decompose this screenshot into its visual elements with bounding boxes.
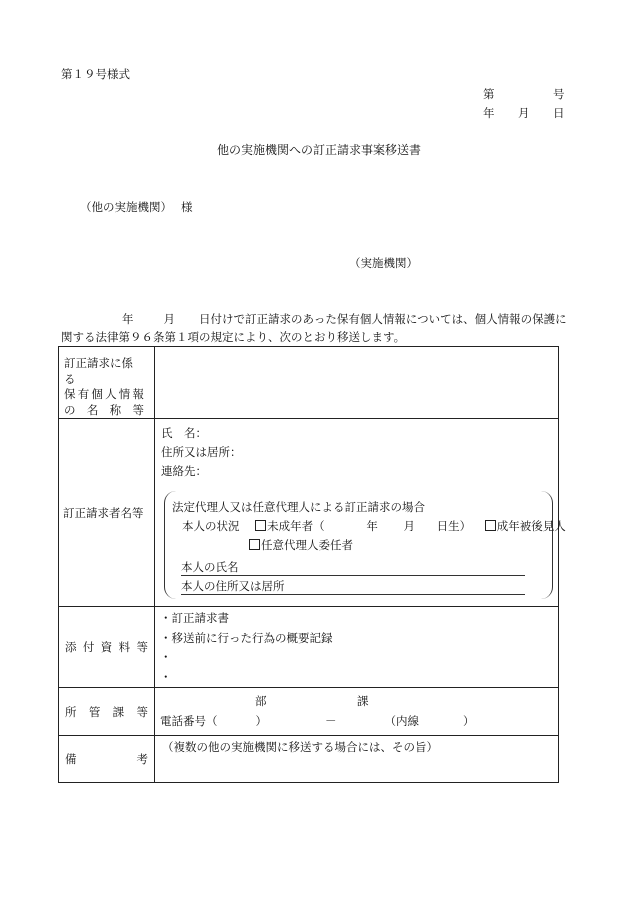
checkbox-voluntary[interactable]: [249, 539, 260, 550]
voluntary-line: 任意代理人委任者: [249, 537, 353, 553]
label-department: 所 管 課 等: [59, 688, 155, 736]
doc-number-prefix: 第: [483, 87, 495, 101]
body-line-1: [122, 311, 567, 327]
value-attachments[interactable]: [155, 607, 559, 688]
requester-address: 住所又は居所：: [161, 445, 242, 459]
dept-label: 部: [255, 694, 267, 708]
attachment-item: ・: [160, 650, 172, 664]
agent-heading: 法定代理人又は任意代理人による訂正請求の場合: [172, 500, 425, 514]
label-remarks: 備 考: [59, 736, 155, 783]
phone-line: 電話番号（ ） － （内線 ）: [160, 714, 475, 728]
checkbox-adult-guardian[interactable]: [485, 520, 496, 531]
value-requester[interactable]: [155, 419, 566, 607]
label-requester: 訂正請求者名等: [59, 419, 155, 607]
doc-number-suffix: 号: [553, 87, 565, 101]
row-info-name: [59, 347, 559, 419]
date-day: 日: [553, 106, 565, 120]
body-year: 年: [122, 312, 134, 326]
label-attachments: 添 付 資 料 等: [59, 607, 155, 688]
value-department[interactable]: [155, 688, 559, 736]
requester-contact: 連絡先：: [161, 464, 207, 478]
document-title: 他の実施機関への訂正請求事案移送書: [217, 143, 422, 157]
principal-address-field[interactable]: 本人の住所又は居所: [181, 578, 525, 595]
row-remarks: [59, 736, 559, 783]
body-line-1-text: 日付けで訂正請求のあった保有個人情報については、個人情報の保護に: [199, 312, 567, 326]
label-line: の 名 称 等: [64, 402, 144, 417]
body-line-2: 関する法律第９６条第１項の規定により、次のとおり移送します。: [61, 330, 406, 344]
requester-name: 氏 名：: [161, 426, 207, 440]
checkbox-minor[interactable]: [255, 520, 266, 531]
date-year: 年: [483, 106, 495, 120]
attachment-item: ・訂正請求書: [160, 611, 229, 625]
label-line: 訂正請求に係る: [64, 356, 133, 386]
label-info-name: [59, 347, 155, 419]
value-info-name[interactable]: [155, 347, 559, 419]
attachment-item: ・移送前に行った行為の概要記録: [160, 630, 333, 645]
date-month: 月: [518, 106, 530, 120]
addressee-name: （他の実施機関）: [80, 200, 172, 214]
row-requester: [59, 419, 559, 607]
form-number: 第１９号様式: [61, 67, 130, 81]
principal-status-line: 本人の状況 未成年者（ 年 月 日生） 成年被後見人: [182, 519, 566, 533]
row-department: [59, 688, 559, 736]
row-attachments: [59, 607, 559, 688]
body-month: 月: [163, 312, 175, 326]
transfer-form-table: [58, 346, 566, 783]
attachment-item: ・: [160, 669, 172, 684]
label-line: 保 有 個 人 情 報: [64, 387, 144, 401]
remarks-note: （複数の他の実施機関に移送する場合には、その旨）: [162, 740, 438, 754]
value-remarks[interactable]: [155, 736, 559, 783]
addressee-honorific: 様: [181, 200, 193, 214]
sender-org: （実施機関）: [349, 256, 418, 270]
section-label: 課: [357, 694, 369, 708]
principal-name-field[interactable]: 本人の氏名: [181, 559, 525, 576]
